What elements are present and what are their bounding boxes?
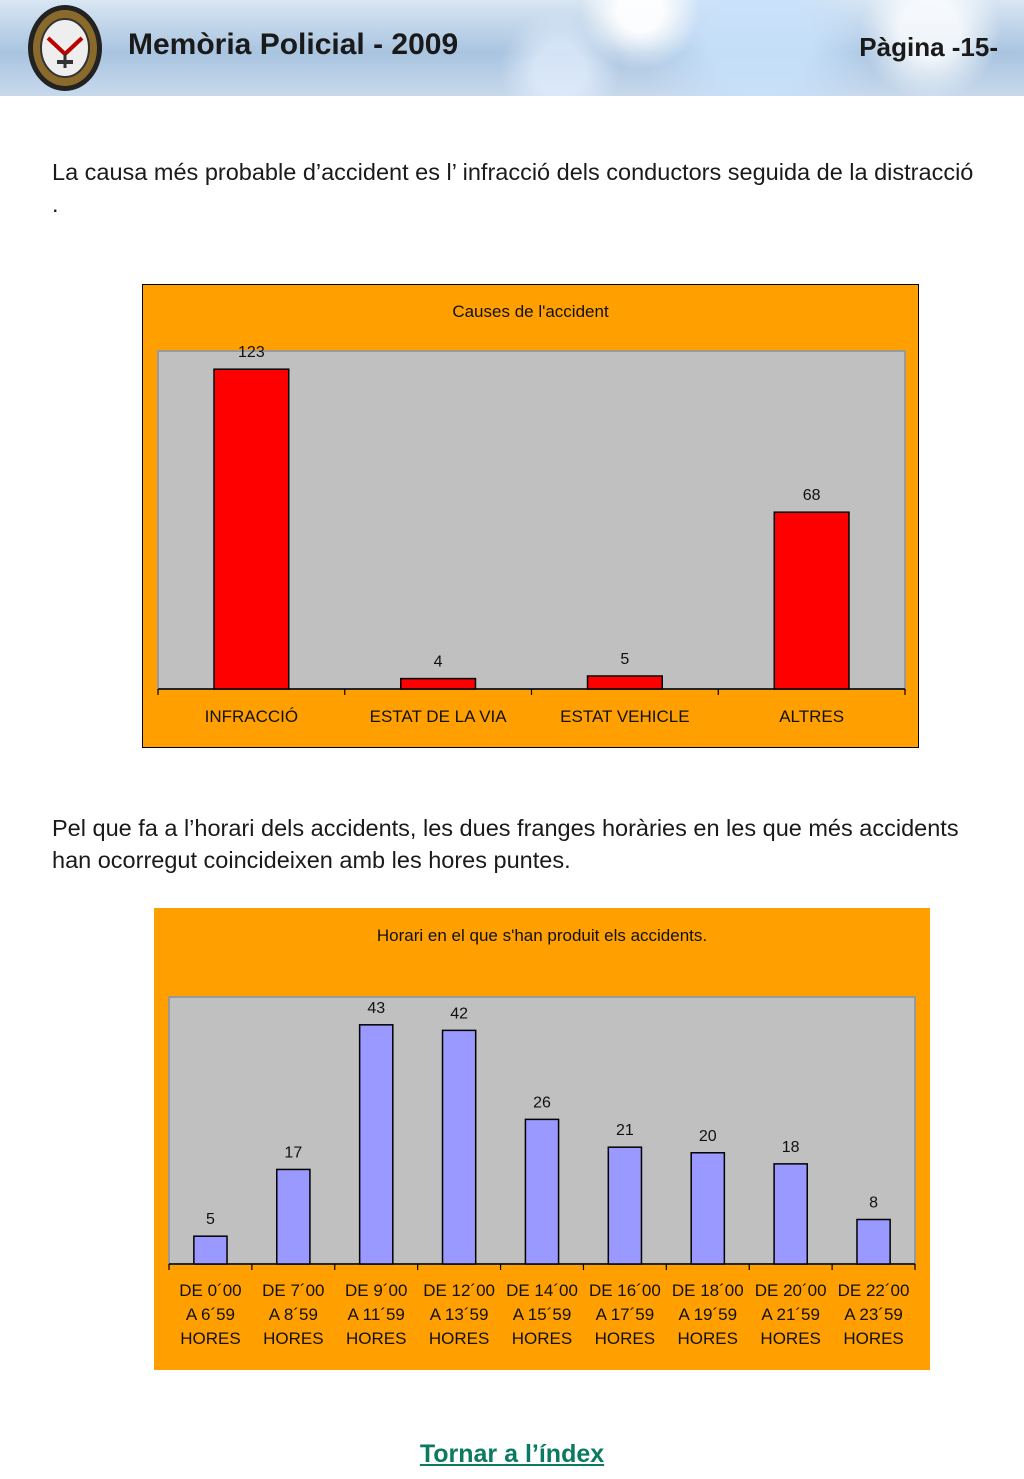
schedule-chart [154, 908, 930, 1370]
data-label-3: 5 [620, 651, 630, 668]
causes-chart [142, 284, 919, 748]
page-header [0, 0, 1024, 96]
category-label-7: A 19´59 [678, 1305, 738, 1324]
data-label-6: 21 [615, 1122, 634, 1140]
category-label-2: DE 7´00 [262, 1281, 325, 1300]
schedule-paragraph: Pel que fa a l’horari dels accidents, les dues franges horàries en les que més accidents han ocorregut coincideixen amb les hores puntes. [52, 815, 959, 873]
document-title: Memòria Policial - 2009 [128, 28, 459, 61]
bar-5 [525, 1119, 558, 1264]
data-label-7: 20 [698, 1127, 717, 1145]
intro-paragraph: La causa més probable d’accident es l’ infracció dels conductors seguida de la distracció . [52, 159, 974, 217]
bar-9 [857, 1220, 890, 1265]
category-label-7: HORES [677, 1329, 739, 1348]
category-label-8: A 21´59 [761, 1305, 820, 1324]
causes-chart-svg [142, 284, 919, 748]
category-label-5: A 15´59 [512, 1305, 572, 1324]
chart-title: Causes de l'accident [452, 302, 609, 321]
data-label-1: 123 [238, 344, 265, 362]
bar-6 [608, 1147, 641, 1264]
category-label-2: A 8´59 [268, 1305, 318, 1324]
category-label-4: A 13´59 [429, 1305, 489, 1324]
bar-1 [214, 369, 289, 689]
bar-2 [401, 679, 476, 689]
category-label-1: DE 0´00 [179, 1281, 242, 1300]
data-label-5: 26 [533, 1094, 551, 1112]
category-label-9: DE 22´00 [837, 1281, 910, 1300]
category-label-3: A 11´59 [347, 1305, 405, 1324]
category-label-4: ALTRES [779, 707, 845, 726]
category-label-6: HORES [594, 1329, 656, 1348]
category-label-5: DE 14´00 [506, 1281, 578, 1300]
category-label-2: ESTAT DE LA VIA [369, 707, 507, 726]
data-label-3: 43 [367, 999, 386, 1017]
category-label-1: A 6´59 [185, 1305, 236, 1324]
page-number: Pàgina -15- [859, 32, 998, 62]
back-to-index-link[interactable]: Tornar a l’índex [419, 1440, 605, 1468]
bar-3 [588, 676, 663, 689]
category-label-3: DE 9´00 [345, 1281, 408, 1300]
bar-1 [194, 1236, 227, 1264]
category-label-4: DE 12´00 [423, 1281, 496, 1300]
category-label-6: A 17´59 [595, 1305, 655, 1324]
bar-3 [360, 1025, 393, 1264]
data-label-4: 68 [802, 487, 821, 505]
category-label-1: HORES [180, 1329, 241, 1348]
category-label-4: HORES [428, 1329, 490, 1348]
data-label-1: 5 [205, 1211, 215, 1229]
data-label-9: 8 [869, 1194, 879, 1212]
bar-2 [277, 1169, 310, 1264]
bar-4 [443, 1030, 476, 1264]
schedule-chart-svg [154, 908, 930, 1370]
category-label-3: ESTAT VEHICLE [560, 707, 690, 726]
category-label-7: DE 18´00 [671, 1281, 744, 1300]
chart-title: Horari en el que s'han produit els accidents. [376, 926, 708, 945]
category-label-9: A 23´59 [844, 1305, 903, 1324]
category-label-1: INFRACCIÓ [204, 707, 299, 726]
data-label-2: 17 [284, 1144, 303, 1162]
data-label-8: 18 [781, 1138, 800, 1156]
category-label-9: HORES [843, 1329, 904, 1348]
category-label-8: DE 20´00 [754, 1281, 827, 1300]
bar-8 [774, 1164, 807, 1264]
bar-4 [774, 512, 849, 689]
bar-7 [691, 1153, 724, 1264]
category-label-3: HORES [345, 1329, 407, 1348]
category-label-6: DE 16´00 [588, 1281, 661, 1300]
police-badge-logo [26, 2, 104, 92]
data-label-4: 42 [450, 1005, 469, 1023]
category-label-5: HORES [511, 1329, 573, 1348]
category-label-2: HORES [263, 1329, 324, 1348]
category-label-8: HORES [760, 1329, 821, 1348]
data-label-2: 4 [433, 653, 443, 671]
